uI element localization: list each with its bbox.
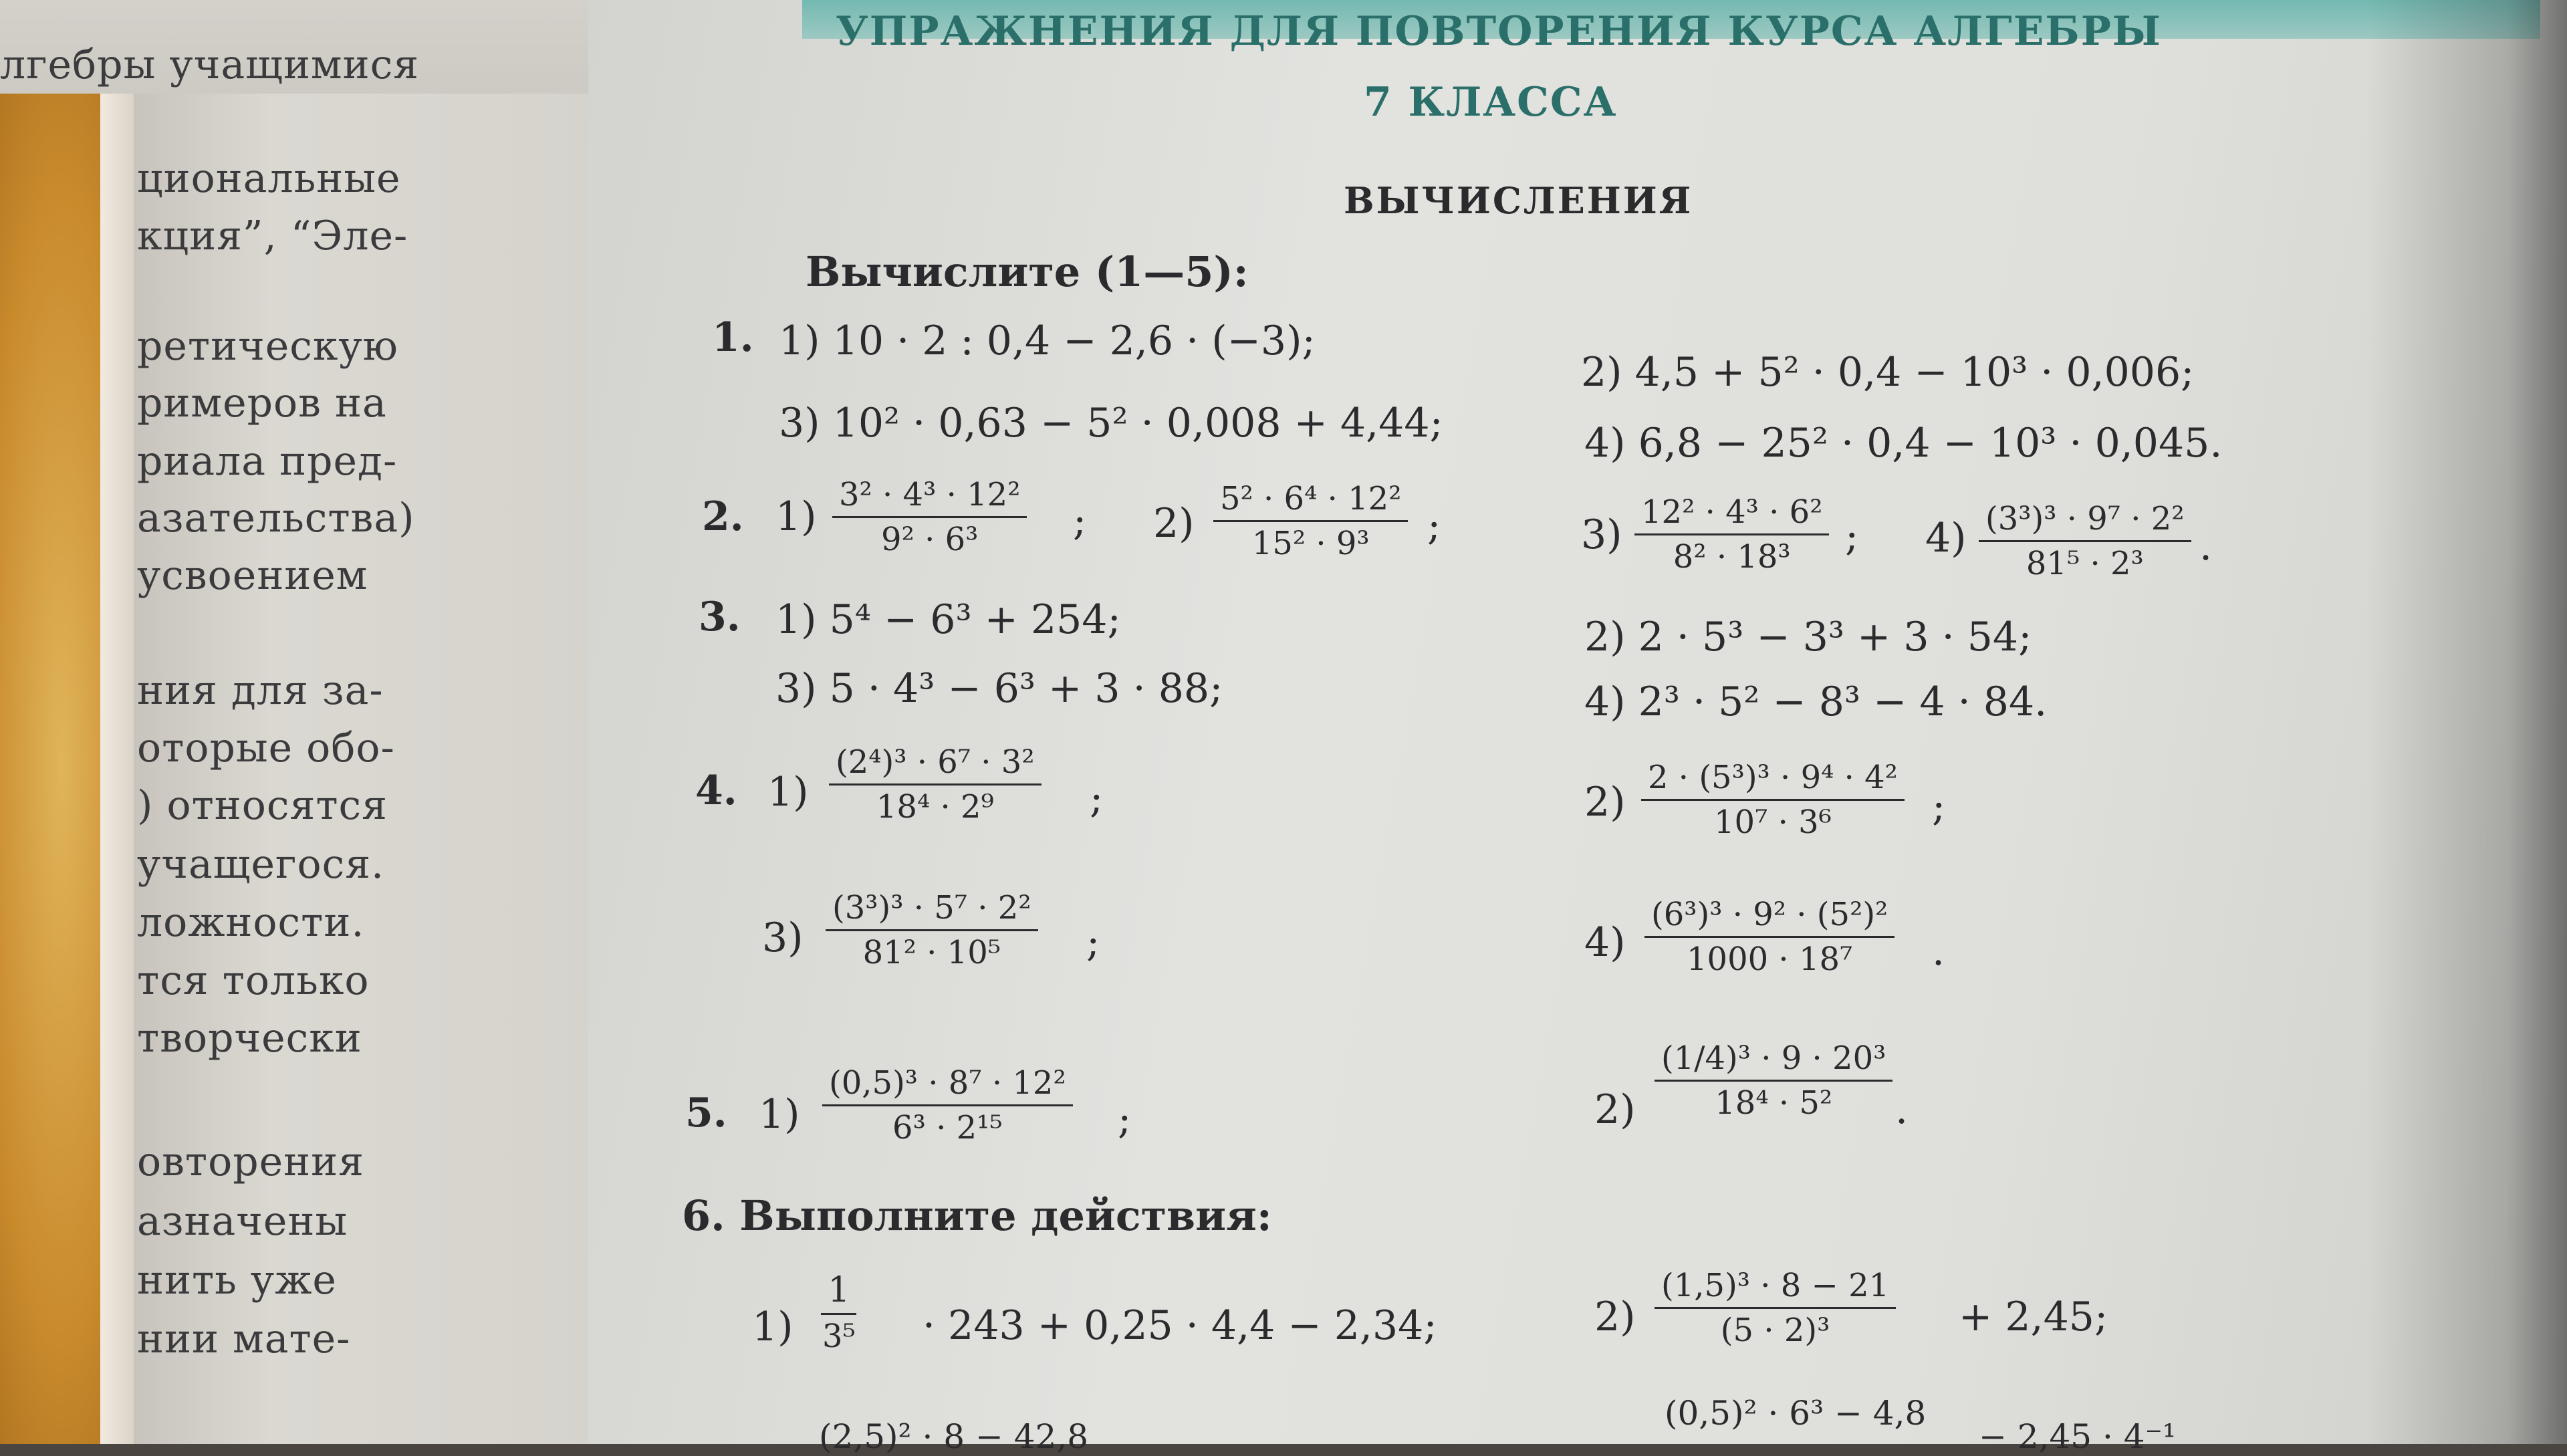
numerator: (1/4)³ · 9 · 20³	[1655, 1040, 1892, 1082]
separator: ;	[1086, 919, 1100, 966]
left-text-line: нить уже	[137, 1257, 337, 1304]
left-text-line: ретическую	[137, 323, 398, 370]
denominator: 9² · 6³	[881, 521, 979, 558]
left-text-line: учащегося.	[137, 841, 385, 888]
exercise-item: 2) 4,5 + 5² · 0,4 − 10³ · 0,006;	[1581, 349, 2195, 396]
exercise-item: 3) 10² · 0,63 − 5² · 0,008 + 4,44;	[779, 400, 1443, 447]
exercise-item: 1) 10 · 2 : 0,4 − 2,6 · (−3);	[779, 318, 1316, 364]
numerator: 1	[821, 1270, 856, 1315]
numerator: 5² · 6⁴ · 12²	[1213, 480, 1408, 522]
end-mark: .	[1895, 1086, 1909, 1133]
item-label: 1)	[767, 769, 809, 816]
page-subtitle: 7 КЛАССА	[1364, 79, 1618, 126]
item-label: 2)	[1594, 1294, 1636, 1340]
left-text-line: азательства)	[137, 495, 415, 541]
denominator: (5 · 2)³	[1720, 1312, 1830, 1349]
exercise-number: 2.	[702, 493, 744, 540]
denominator: 81² · 10⁵	[862, 934, 1001, 971]
separator: ;	[1845, 513, 1859, 560]
instruction: Вычислите (1—5):	[806, 247, 1249, 296]
denominator: 18⁴ · 5²	[1715, 1084, 1833, 1122]
exercise-number: 5.	[685, 1090, 727, 1136]
separator: ;	[1118, 1096, 1132, 1143]
fraction	[1644, 896, 1894, 978]
cut-off-expression: − 2,45 · 4⁻¹	[1979, 1417, 2177, 1456]
item-label: 1)	[759, 1091, 800, 1138]
denominator: 3⁵	[822, 1318, 856, 1355]
exercise-number: 4.	[695, 767, 737, 814]
left-text-line: нии мате-	[137, 1316, 351, 1362]
left-text-line: оторые обо-	[137, 725, 395, 771]
denominator: 18⁴ · 2⁹	[876, 788, 994, 826]
exercise-item: 4) 2³ · 5² − 8³ − 4 · 84.	[1584, 679, 2048, 725]
separator: ;	[1427, 503, 1441, 550]
denominator: 8² · 18³	[1673, 538, 1791, 576]
page-shadow	[2366, 0, 2567, 1444]
denominator: 6³ · 2¹⁵	[892, 1109, 1003, 1146]
item-label: 1)	[752, 1304, 793, 1350]
left-text-line: римеров на	[137, 380, 387, 427]
numerator: (1,5)³ · 8 − 21	[1655, 1267, 1896, 1309]
left-text-line: ) относятся	[137, 782, 388, 829]
fraction	[822, 1064, 1073, 1146]
cut-off-expression: (2,5)² · 8 − 42,8	[819, 1417, 1089, 1456]
numerator: (0,5)³ · 8⁷ · 12²	[822, 1064, 1073, 1106]
expression-rest: + 2,45;	[1959, 1294, 2108, 1340]
separator: ;	[1932, 783, 1946, 830]
item-label: 4)	[1925, 515, 1967, 562]
exercise-heading: 6. Выполните действия:	[682, 1191, 1272, 1240]
numerator: (3³)³ · 9⁷ · 2²	[1979, 500, 2191, 542]
separator: ;	[1073, 498, 1087, 545]
item-label: 1)	[775, 493, 817, 540]
exercise-item: 1) 5⁴ − 6³ + 254;	[775, 596, 1121, 643]
end-mark: .	[1932, 928, 1945, 975]
fraction	[1213, 480, 1408, 562]
fraction	[1979, 500, 2191, 582]
left-text-line: тся только	[137, 957, 370, 1004]
left-text-line: ложности.	[137, 899, 365, 946]
item-label: 3)	[1581, 511, 1622, 558]
exercise-number: 1.	[712, 314, 754, 361]
separator: ;	[1090, 775, 1104, 822]
left-text-line: ния для за-	[137, 667, 384, 714]
numerator: 12² · 4³ · 6²	[1634, 493, 1829, 535]
item-label: 3)	[762, 915, 804, 961]
left-text-line: овторения	[137, 1138, 364, 1185]
left-text-line: творчески	[137, 1015, 362, 1062]
denominator: 1000 · 18⁷	[1687, 941, 1853, 978]
fraction	[1634, 493, 1829, 576]
expression-rest: · 243 + 0,25 · 4,4 − 2,34;	[923, 1302, 1437, 1349]
end-mark: .	[2199, 523, 2213, 570]
numerator: (3³)³ · 5⁷ · 2²	[826, 889, 1038, 931]
denominator: 15² · 9³	[1251, 525, 1370, 562]
numerator: (6³)³ · 9² · (5²)²	[1644, 896, 1894, 938]
fraction	[816, 1270, 862, 1355]
denominator: 10⁷ · 3⁶	[1714, 804, 1832, 841]
fraction	[1641, 759, 1905, 841]
exercise-item: 3) 5 · 4³ − 6³ + 3 · 88;	[775, 665, 1223, 712]
exercise-number: 3.	[699, 594, 741, 640]
fraction	[829, 743, 1042, 826]
fraction	[826, 889, 1038, 971]
fraction	[1655, 1267, 1896, 1349]
item-label: 2)	[1594, 1086, 1636, 1133]
section-heading: ВЫЧИСЛЕНИЯ	[1344, 179, 1693, 222]
numerator: 3² · 4³ · 12²	[832, 476, 1027, 518]
exercise-item: 4) 6,8 − 25² · 0,4 − 10³ · 0,045.	[1584, 420, 2223, 467]
cut-off-expression: (0,5)² · 6³ − 4,8	[1665, 1394, 1927, 1433]
left-text-line: кция”, “Эле-	[137, 213, 408, 259]
left-text-line: лгебры учащимися	[0, 41, 420, 88]
numerator: 2 · (5³)³ · 9⁴ · 4²	[1641, 759, 1905, 801]
item-label: 4)	[1584, 919, 1626, 966]
page-title: УПРАЖНЕНИЯ ДЛЯ ПОВТОРЕНИЯ КУРСА АЛГЕБРЫ	[836, 8, 2162, 55]
exercise-item: 2) 2 · 5³ − 3³ + 3 · 54;	[1584, 614, 2032, 660]
left-text-line: азначены	[137, 1198, 348, 1245]
fraction	[832, 476, 1027, 558]
item-label: 2)	[1584, 779, 1626, 826]
left-text-line: усвоением	[137, 552, 368, 599]
fraction	[1655, 1040, 1892, 1122]
left-text-line: риала пред-	[137, 438, 398, 485]
denominator: 81⁵ · 2³	[2026, 545, 2144, 582]
item-label: 2)	[1153, 500, 1195, 547]
left-text-line: циональные	[137, 155, 401, 202]
numerator: (2⁴)³ · 6⁷ · 3²	[829, 743, 1042, 785]
